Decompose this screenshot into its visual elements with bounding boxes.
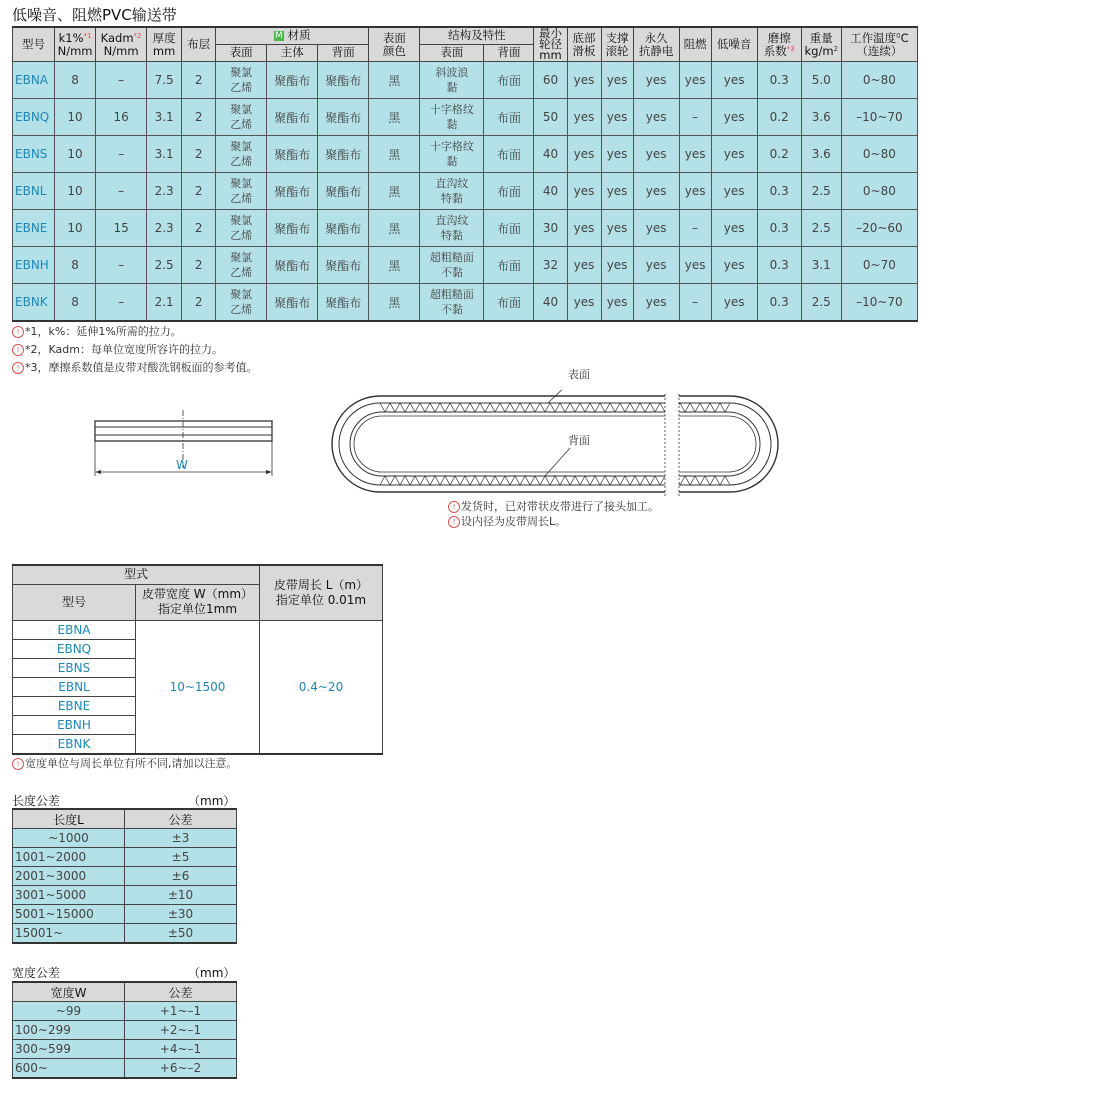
- len-col-range: 长度L: [13, 809, 125, 829]
- cell-thickness: 7.5: [147, 62, 182, 99]
- wid-col-range: 宽度W: [13, 982, 125, 1002]
- cell-temp: 0~80: [841, 173, 917, 210]
- cell-weight: 3.1: [801, 247, 841, 284]
- diagram-note-1: ! 发货时，已对带状皮带进行了接头加工。: [448, 499, 659, 514]
- cell-model: EBNA: [13, 62, 55, 99]
- cell-friction: 0.3: [757, 62, 801, 99]
- cell-k1: 8: [55, 284, 96, 322]
- size-table: [12, 564, 383, 755]
- col-model: 型号: [13, 27, 55, 62]
- col-struct-back: 背面: [484, 44, 534, 61]
- cell-kadm: –: [96, 284, 147, 322]
- cell-struct-surface: 直沟纹 特黏: [420, 173, 484, 210]
- cell-mat-surface: 聚氯 乙烯: [216, 173, 267, 210]
- table-row: [13, 62, 918, 99]
- table-row: [13, 867, 237, 886]
- cell-antistatic: yes: [633, 210, 679, 247]
- cell-temp: –20~60: [841, 210, 917, 247]
- material-badge-icon: M: [275, 30, 283, 41]
- cell-support-roller: yes: [601, 247, 633, 284]
- cell-min-pulley: 40: [534, 136, 567, 173]
- table-row: [13, 284, 918, 322]
- cell-thickness: 2.5: [147, 247, 182, 284]
- cell-flame: yes: [679, 247, 711, 284]
- cell-mat-body: 聚酯布: [267, 136, 318, 173]
- cell-model: EBNQ: [13, 99, 55, 136]
- cell-antistatic: yes: [633, 247, 679, 284]
- col-mat-back: 背面: [318, 44, 369, 61]
- length-range-cell: 0.4~20: [260, 620, 383, 754]
- cell-friction: 0.3: [757, 173, 801, 210]
- cell-min-pulley: 40: [534, 173, 567, 210]
- cell-mat-body: 聚酯布: [267, 173, 318, 210]
- cell-mat-back: 聚酯布: [318, 247, 369, 284]
- cell-color: 黑: [369, 210, 420, 247]
- cell-mat-back: 聚酯布: [318, 62, 369, 99]
- tol-value-cell: +6~–2: [125, 1059, 237, 1079]
- cell-support-roller: yes: [601, 173, 633, 210]
- cell-struct-back: 布面: [484, 284, 534, 322]
- cell-mat-back: 聚酯布: [318, 210, 369, 247]
- tol-value-cell: ±3: [125, 829, 237, 848]
- col-temp: 工作温度$^0$C （连续）: [841, 27, 917, 62]
- cell-mat-back: 聚酯布: [318, 136, 369, 173]
- cell-mat-body: 聚酯布: [267, 210, 318, 247]
- cell-kadm: –: [96, 173, 147, 210]
- cell-plies: 2: [182, 284, 216, 322]
- note-icon: !: [12, 344, 24, 356]
- col-low-noise: 低噪音: [711, 27, 757, 62]
- cell-color: 黑: [369, 136, 420, 173]
- cell-plies: 2: [182, 62, 216, 99]
- cell-support-roller: yes: [601, 210, 633, 247]
- cell-bottom-slide: yes: [567, 62, 601, 99]
- cell-model: EBNL: [13, 173, 55, 210]
- cell-bottom-slide: yes: [567, 247, 601, 284]
- length-tolerance-table: [12, 808, 237, 944]
- tol-value-cell: ±30: [125, 905, 237, 924]
- cell-support-roller: yes: [601, 284, 633, 322]
- cell-thickness: 2.3: [147, 173, 182, 210]
- size-col-group: 型式: [13, 565, 260, 584]
- note-icon: !: [448, 501, 460, 513]
- tol-value-cell: ±50: [125, 924, 237, 944]
- cell-bottom-slide: yes: [567, 99, 601, 136]
- cell-plies: 2: [182, 210, 216, 247]
- cell-kadm: –: [96, 247, 147, 284]
- page-title: 低噪音、阻燃PVC输送带: [12, 6, 177, 24]
- cell-struct-surface: 超粗糙面 不黏: [420, 247, 484, 284]
- note-3: ! *3，摩擦系数值是皮带对酸洗钢板面的参考值。: [12, 359, 258, 377]
- diagram-note-2: ! 设内径为皮带周长L。: [448, 514, 659, 529]
- cell-low-noise: yes: [711, 173, 757, 210]
- cell-flame: yes: [679, 62, 711, 99]
- cell-min-pulley: 50: [534, 99, 567, 136]
- tol-range-cell: ~99: [13, 1002, 125, 1021]
- cell-color: 黑: [369, 173, 420, 210]
- cell-antistatic: yes: [633, 136, 679, 173]
- surface-label: 表面: [568, 368, 590, 381]
- cell-color: 黑: [369, 62, 420, 99]
- cell-thickness: 3.1: [147, 136, 182, 173]
- size-model-cell: EBNQ: [13, 639, 136, 658]
- cell-flame: yes: [679, 173, 711, 210]
- cell-friction: 0.2: [757, 99, 801, 136]
- cell-temp: –10~70: [841, 99, 917, 136]
- cell-antistatic: yes: [633, 284, 679, 322]
- wid-col-tol: 公差: [125, 982, 237, 1002]
- tol-range-cell: 3001~5000: [13, 886, 125, 905]
- cell-k1: 10: [55, 173, 96, 210]
- col-weight: 重量 $kg/m^2$: [801, 27, 841, 62]
- cell-struct-back: 布面: [484, 99, 534, 136]
- cell-antistatic: yes: [633, 62, 679, 99]
- cell-mat-surface: 聚氯 乙烯: [216, 284, 267, 322]
- length-tol-caption: 长度公差: [12, 794, 61, 808]
- tol-value-cell: ±5: [125, 848, 237, 867]
- cell-weight: 5.0: [801, 62, 841, 99]
- col-bottom-slide: 底部 滑板: [567, 27, 601, 62]
- cell-weight: 3.6: [801, 136, 841, 173]
- cell-kadm: 15: [96, 210, 147, 247]
- cell-struct-back: 布面: [484, 136, 534, 173]
- table-row: [13, 1040, 237, 1059]
- cell-model: EBNK: [13, 284, 55, 322]
- cell-low-noise: yes: [711, 247, 757, 284]
- col-plies: 布层: [182, 27, 216, 62]
- table-row: [13, 173, 918, 210]
- cell-temp: –10~70: [841, 284, 917, 322]
- cell-bottom-slide: yes: [567, 210, 601, 247]
- note-1: ! *1，k%：延伸1%所需的拉力。: [12, 323, 258, 341]
- cell-struct-surface: 直沟纹 特黏: [420, 210, 484, 247]
- cell-struct-back: 布面: [484, 62, 534, 99]
- cell-mat-back: 聚酯布: [318, 284, 369, 322]
- width-tolerance-table: [12, 981, 237, 1079]
- size-model-cell: EBNK: [13, 734, 136, 754]
- cell-model: EBNH: [13, 247, 55, 284]
- cell-mat-body: 聚酯布: [267, 62, 318, 99]
- cell-flame: –: [679, 284, 711, 322]
- cell-weight: 2.5: [801, 284, 841, 322]
- cell-kadm: –: [96, 136, 147, 173]
- size-col-width: 皮带宽度 W（mm） 指定单位1mm: [136, 584, 260, 620]
- width-range-cell: 10~1500: [136, 620, 260, 754]
- col-struct-surface: 表面: [420, 44, 484, 61]
- tol-value-cell: +4~–1: [125, 1040, 237, 1059]
- cell-thickness: 2.3: [147, 210, 182, 247]
- cell-low-noise: yes: [711, 62, 757, 99]
- tol-value-cell: +2~–1: [125, 1021, 237, 1040]
- cell-color: 黑: [369, 99, 420, 136]
- size-model-cell: EBNA: [13, 620, 136, 639]
- cell-kadm: 16: [96, 99, 147, 136]
- col-mat-surface: 表面: [216, 44, 267, 61]
- size-col-model: 型号: [13, 584, 136, 620]
- cell-min-pulley: 32: [534, 247, 567, 284]
- cell-kadm: –: [96, 62, 147, 99]
- cell-mat-back: 聚酯布: [318, 99, 369, 136]
- col-material: M 材质: [216, 27, 369, 44]
- cell-thickness: 3.1: [147, 99, 182, 136]
- tol-range-cell: 100~299: [13, 1021, 125, 1040]
- cell-mat-body: 聚酯布: [267, 284, 318, 322]
- cell-model: EBNE: [13, 210, 55, 247]
- size-col-length: 皮带周长 L（m） 指定单位 0.01m: [260, 565, 383, 620]
- length-tol-unit: （mm）: [188, 794, 236, 808]
- cell-mat-surface: 聚氯 乙烯: [216, 210, 267, 247]
- cell-antistatic: yes: [633, 173, 679, 210]
- cell-support-roller: yes: [601, 62, 633, 99]
- cell-struct-surface: 十字格纹 黏: [420, 99, 484, 136]
- cell-flame: –: [679, 210, 711, 247]
- cell-struct-back: 布面: [484, 247, 534, 284]
- width-label: W: [176, 458, 188, 472]
- cell-weight: 2.5: [801, 210, 841, 247]
- col-support-roller: 支撑 滚轮: [601, 27, 633, 62]
- cell-low-noise: yes: [711, 284, 757, 322]
- cell-mat-back: 聚酯布: [318, 173, 369, 210]
- spec-notes: [12, 323, 258, 377]
- size-note: ! 宽度单位与周长单位有所不同,请加以注意。: [12, 755, 238, 773]
- cell-k1: 10: [55, 210, 96, 247]
- size-model-cell: EBNH: [13, 715, 136, 734]
- table-row: [13, 1021, 237, 1040]
- cell-temp: 0~80: [841, 136, 917, 173]
- belt-loop-diagram: [330, 390, 780, 500]
- tol-range-cell: 1001~2000: [13, 848, 125, 867]
- col-min-pulley: 最小 轮径 mm: [534, 27, 567, 62]
- cell-min-pulley: 60: [534, 62, 567, 99]
- cell-low-noise: yes: [711, 136, 757, 173]
- cell-min-pulley: 40: [534, 284, 567, 322]
- table-row: [13, 829, 237, 848]
- width-tol-unit: （mm）: [188, 966, 236, 980]
- note-icon: !: [448, 516, 460, 528]
- cell-struct-surface: 十字格纹 黏: [420, 136, 484, 173]
- cell-friction: 0.3: [757, 210, 801, 247]
- cell-color: 黑: [369, 284, 420, 322]
- table-row: [13, 886, 237, 905]
- diagram-notes: [448, 499, 659, 529]
- col-structure: 结构及特性: [420, 27, 534, 44]
- cell-friction: 0.3: [757, 247, 801, 284]
- cell-support-roller: yes: [601, 136, 633, 173]
- cell-plies: 2: [182, 99, 216, 136]
- cell-bottom-slide: yes: [567, 136, 601, 173]
- tol-range-cell: 2001~3000: [13, 867, 125, 886]
- table-row: [13, 1002, 237, 1021]
- table-row: [13, 620, 383, 639]
- note-2: ! *2，Kadm：每单位宽度所容许的拉力。: [12, 341, 258, 359]
- cell-weight: 2.5: [801, 173, 841, 210]
- note-icon: !: [12, 758, 24, 770]
- cell-flame: –: [679, 99, 711, 136]
- size-model-cell: EBNE: [13, 696, 136, 715]
- table-row: [13, 99, 918, 136]
- tol-range-cell: ~1000: [13, 829, 125, 848]
- col-k1: k1%$^{*1}$ N/mm: [55, 27, 96, 62]
- cell-bottom-slide: yes: [567, 173, 601, 210]
- tol-range-cell: 5001~15000: [13, 905, 125, 924]
- size-model-cell: EBNL: [13, 677, 136, 696]
- cell-struct-back: 布面: [484, 173, 534, 210]
- cell-flame: yes: [679, 136, 711, 173]
- cell-support-roller: yes: [601, 99, 633, 136]
- cell-low-noise: yes: [711, 99, 757, 136]
- cell-k1: 8: [55, 247, 96, 284]
- cell-mat-surface: 聚氯 乙烯: [216, 136, 267, 173]
- cell-plies: 2: [182, 136, 216, 173]
- len-col-tol: 公差: [125, 809, 237, 829]
- cell-plies: 2: [182, 247, 216, 284]
- spec-table: [12, 26, 918, 322]
- cell-friction: 0.3: [757, 284, 801, 322]
- size-model-cell: EBNS: [13, 658, 136, 677]
- col-kadm: Kadm$^{*2}$ N/mm: [96, 27, 147, 62]
- cell-plies: 2: [182, 173, 216, 210]
- tol-value-cell: ±10: [125, 886, 237, 905]
- cell-antistatic: yes: [633, 99, 679, 136]
- table-row: [13, 905, 237, 924]
- back-label: 背面: [568, 434, 590, 447]
- col-color: 表面 颜色: [369, 27, 420, 62]
- tol-value-cell: ±6: [125, 867, 237, 886]
- table-row: [13, 924, 237, 944]
- col-mat-body: 主体: [267, 44, 318, 61]
- cell-min-pulley: 30: [534, 210, 567, 247]
- table-row: [13, 1059, 237, 1079]
- tol-range-cell: 300~599: [13, 1040, 125, 1059]
- cell-mat-body: 聚酯布: [267, 99, 318, 136]
- cell-k1: 8: [55, 62, 96, 99]
- table-row: [13, 210, 918, 247]
- cell-k1: 10: [55, 136, 96, 173]
- tol-value-cell: +1~–1: [125, 1002, 237, 1021]
- cell-low-noise: yes: [711, 210, 757, 247]
- note-icon: !: [12, 326, 24, 338]
- cell-k1: 10: [55, 99, 96, 136]
- table-row: [13, 848, 237, 867]
- cell-model: EBNS: [13, 136, 55, 173]
- tol-range-cell: 600~: [13, 1059, 125, 1079]
- cell-color: 黑: [369, 247, 420, 284]
- cell-friction: 0.2: [757, 136, 801, 173]
- width-tol-caption: 宽度公差: [12, 966, 61, 980]
- tol-range-cell: 15001~: [13, 924, 125, 944]
- cell-struct-back: 布面: [484, 210, 534, 247]
- cell-temp: 0~70: [841, 247, 917, 284]
- col-antistatic: 永久 抗静电: [633, 27, 679, 62]
- cell-thickness: 2.1: [147, 284, 182, 322]
- cell-temp: 0~80: [841, 62, 917, 99]
- note-icon: !: [12, 362, 24, 374]
- cell-bottom-slide: yes: [567, 284, 601, 322]
- cell-weight: 3.6: [801, 99, 841, 136]
- table-row: [13, 247, 918, 284]
- cell-struct-surface: 斜波浪 黏: [420, 62, 484, 99]
- cell-mat-surface: 聚氯 乙烯: [216, 62, 267, 99]
- table-row: [13, 136, 918, 173]
- cell-mat-body: 聚酯布: [267, 247, 318, 284]
- col-flame: 阻燃: [679, 27, 711, 62]
- cell-mat-surface: 聚氯 乙烯: [216, 99, 267, 136]
- cell-mat-surface: 聚氯 乙烯: [216, 247, 267, 284]
- cell-struct-surface: 超粗糙面 不黏: [420, 284, 484, 322]
- col-thickness: 厚度 mm: [147, 27, 182, 62]
- col-friction: 磨擦 系数$^{*3}$: [757, 27, 801, 62]
